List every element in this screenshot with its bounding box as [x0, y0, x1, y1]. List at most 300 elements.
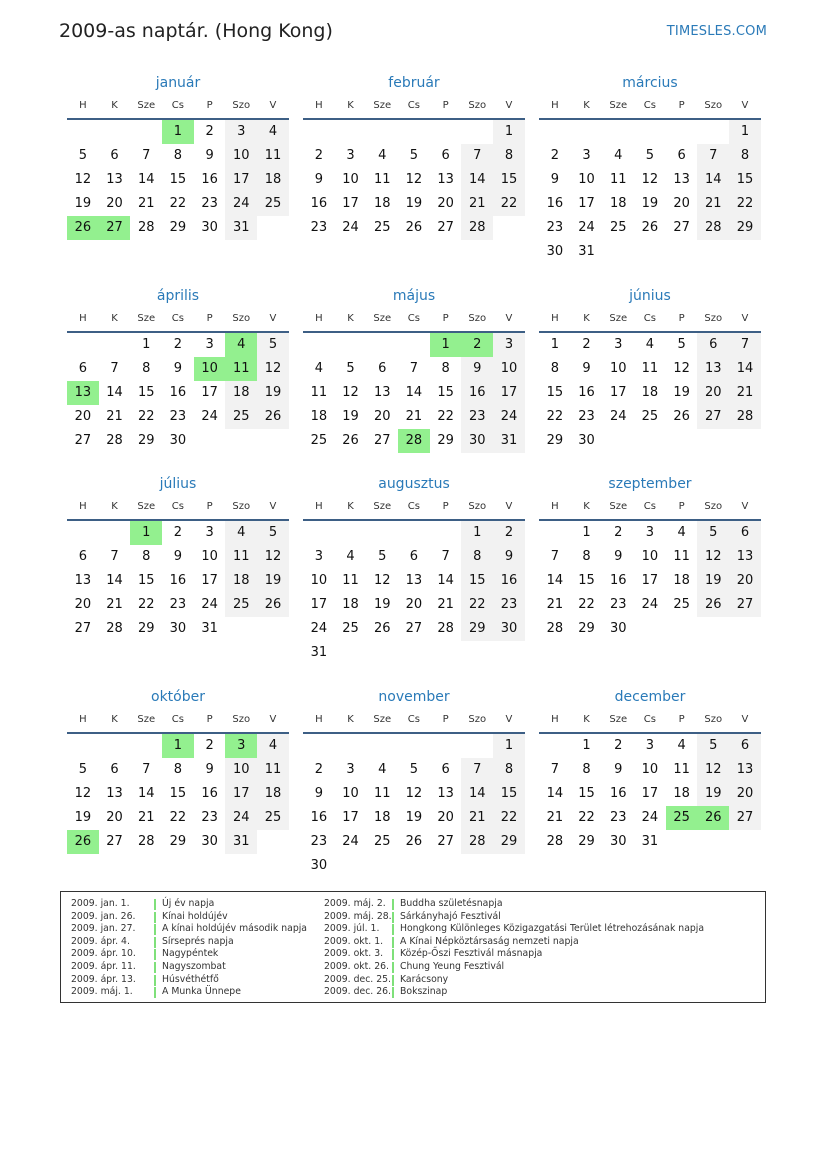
legend-marker	[392, 975, 394, 986]
day-grid	[539, 521, 761, 641]
day-cell: 14	[137, 172, 155, 187]
weekday-header	[67, 495, 289, 521]
day-cell: 12	[697, 758, 729, 782]
day-cell: 8	[142, 549, 151, 564]
legend-row	[71, 974, 307, 987]
weekday-label: Cs	[171, 313, 184, 324]
legend-row	[71, 986, 307, 999]
day-cell: 19	[405, 810, 423, 825]
day-cell: 7	[110, 549, 119, 564]
day-cell: 29	[493, 830, 525, 854]
day-cell: 15	[578, 786, 595, 801]
day-cell: 26	[342, 433, 359, 448]
day-cell: 19	[373, 597, 391, 612]
day-cell: 4	[257, 734, 289, 758]
day-cell: 9	[614, 549, 623, 564]
day-cell: 25	[225, 405, 257, 429]
day-cell: 22	[137, 409, 155, 424]
day-cell: 16	[310, 196, 328, 211]
day-cell: 29	[137, 621, 155, 636]
day-cell: 15	[137, 573, 155, 588]
day-cell: 23	[609, 597, 627, 612]
day-cell: 24	[641, 810, 659, 825]
day-cell: 11	[673, 549, 690, 564]
month-12	[539, 686, 761, 854]
day-cell: 10	[194, 357, 226, 381]
day-cell: 30	[201, 220, 218, 235]
day-cell: 12	[342, 385, 359, 400]
day-cell: 5	[697, 521, 729, 545]
weekday-label: H	[315, 313, 323, 324]
weekday-label: K	[111, 501, 118, 512]
day-cell: 21	[437, 597, 454, 612]
month-name: május	[392, 288, 436, 304]
day-cell: 17	[310, 597, 328, 612]
weekday-label: K	[347, 313, 354, 324]
empty-cell	[398, 333, 430, 357]
empty-cell	[398, 120, 430, 144]
day-cell: 27	[673, 220, 690, 235]
day-cell: 28	[729, 405, 761, 429]
weekday-header	[67, 307, 289, 333]
day-cell: 19	[342, 409, 359, 424]
day-cell: 12	[373, 573, 391, 588]
empty-cell	[398, 521, 430, 545]
weekday-label: Sze	[373, 313, 392, 324]
day-cell: 30	[578, 433, 595, 448]
day-grid	[539, 120, 761, 264]
day-cell: 23	[310, 220, 328, 235]
day-cell: 18	[257, 168, 289, 192]
day-cell: 16	[546, 196, 564, 211]
day-cell: 30	[609, 834, 627, 849]
day-cell: 22	[729, 192, 761, 216]
day-cell: 15	[493, 782, 525, 806]
day-cell: 12	[74, 172, 92, 187]
day-cell: 23	[493, 593, 525, 617]
day-cell: 24	[641, 597, 659, 612]
empty-cell	[67, 120, 99, 144]
day-cell: 10	[641, 549, 659, 564]
day-cell: 20	[373, 409, 391, 424]
weekday-label: P	[678, 714, 685, 725]
legend-row	[71, 936, 307, 949]
day-cell: 9	[173, 361, 183, 376]
legend-holiday-name: Nagyszombat	[162, 960, 226, 972]
day-cell: 6	[78, 549, 87, 564]
day-cell: 22	[493, 192, 525, 216]
day-cell: 27	[99, 216, 131, 240]
empty-cell	[666, 120, 698, 144]
day-cell: 24	[578, 220, 595, 235]
weekday-label: K	[583, 501, 590, 512]
day-cell: 13	[106, 786, 123, 801]
weekday-label: P	[206, 501, 213, 512]
day-cell: 8	[493, 758, 525, 782]
day-cell: 19	[257, 569, 289, 593]
day-cell: 14	[437, 573, 454, 588]
day-cell: 11	[373, 172, 391, 187]
day-cell: 23	[169, 409, 187, 424]
legend-marker	[154, 899, 156, 910]
day-cell: 22	[461, 593, 493, 617]
day-cell: 9	[550, 172, 559, 187]
weekday-label: Sze	[137, 313, 156, 324]
day-cell: 22	[546, 409, 564, 424]
day-cell: 3	[205, 525, 214, 540]
day-cell: 19	[257, 381, 289, 405]
weekday-header	[303, 94, 525, 120]
day-cell: 6	[110, 148, 119, 163]
legend-row	[324, 923, 704, 936]
day-cell: 26	[641, 220, 659, 235]
legend-date: 2009. dec. 26.	[324, 986, 391, 998]
day-cell: 21	[106, 409, 123, 424]
day-cell: 27	[437, 834, 454, 849]
day-cell: 7	[550, 762, 559, 777]
day-cell: 17	[641, 786, 659, 801]
day-cell: 1	[162, 120, 194, 144]
weekday-label: V	[269, 501, 277, 512]
weekday-label: V	[741, 501, 749, 512]
month-10	[67, 686, 289, 854]
day-cell: 18	[373, 196, 391, 211]
empty-cell	[571, 120, 603, 144]
day-cell: 21	[106, 597, 123, 612]
day-cell: 15	[461, 569, 493, 593]
day-cell: 21	[546, 810, 564, 825]
day-cell: 16	[169, 573, 187, 588]
legend-row	[71, 898, 307, 911]
empty-cell	[130, 120, 162, 144]
weekday-label: Sze	[137, 501, 156, 512]
legend-date: 2009. okt. 3.	[324, 948, 384, 960]
day-cell: 30	[461, 429, 493, 453]
day-cell: 23	[546, 220, 564, 235]
day-cell: 10	[342, 172, 359, 187]
brand-link[interactable]: TIMESLES.COM	[666, 24, 767, 39]
day-grid	[67, 734, 289, 854]
day-cell: 19	[641, 196, 659, 211]
weekday-label: V	[269, 313, 277, 324]
day-cell: 24	[201, 409, 218, 424]
day-cell: 10	[225, 758, 257, 782]
day-cell: 11	[257, 144, 289, 168]
day-cell: 25	[666, 806, 698, 830]
legend-row	[71, 961, 307, 974]
legend-date: 2009. ápr. 11.	[71, 960, 136, 972]
day-cell: 11	[225, 357, 257, 381]
weekday-label: P	[442, 714, 449, 725]
day-cell: 25	[342, 621, 359, 636]
day-cell: 1	[430, 333, 462, 357]
day-cell: 20	[106, 810, 123, 825]
day-cell: 21	[461, 806, 493, 830]
day-cell: 4	[314, 361, 323, 376]
weekday-header	[67, 708, 289, 734]
weekday-label: Sze	[137, 714, 156, 725]
day-grid	[303, 333, 525, 453]
empty-cell	[99, 734, 131, 758]
day-grid	[303, 120, 525, 240]
empty-cell	[303, 734, 335, 758]
day-cell: 13	[106, 172, 123, 187]
weekday-label: Cs	[171, 100, 184, 111]
legend-holiday-name: Nagypéntek	[162, 948, 219, 960]
day-cell: 23	[201, 810, 218, 825]
day-cell: 18	[310, 409, 328, 424]
day-cell: 27	[729, 593, 761, 617]
day-cell: 12	[405, 172, 423, 187]
day-cell: 12	[74, 786, 92, 801]
day-cell: 20	[437, 196, 454, 211]
weekday-header	[539, 307, 761, 333]
day-cell: 8	[142, 361, 151, 376]
day-cell: 1	[582, 525, 591, 540]
weekday-label: Cs	[407, 100, 420, 111]
day-cell: 2	[205, 738, 214, 753]
empty-cell	[303, 120, 335, 144]
weekday-label: Szo	[468, 714, 487, 725]
day-cell: 29	[169, 220, 187, 235]
day-cell: 4	[225, 333, 257, 357]
legend-holiday-name: Kínai holdújév	[162, 910, 228, 922]
day-cell: 28	[437, 621, 454, 636]
day-cell: 25	[257, 192, 289, 216]
day-cell: 14	[106, 385, 123, 400]
empty-cell	[67, 333, 99, 357]
empty-cell	[335, 120, 367, 144]
weekday-label: Szo	[232, 313, 251, 324]
month-4	[67, 285, 289, 453]
day-cell: 18	[373, 810, 391, 825]
day-cell: 29	[729, 216, 761, 240]
day-cell: 25	[225, 593, 257, 617]
day-cell: 1	[142, 337, 151, 352]
day-cell: 24	[310, 621, 328, 636]
day-cell: 15	[546, 385, 564, 400]
day-cell: 1	[162, 734, 194, 758]
legend-holiday-name: Közép-Őszi Fesztivál másnapja	[400, 948, 543, 960]
weekday-header	[303, 495, 525, 521]
day-cell: 27	[697, 405, 729, 429]
day-cell: 18	[225, 381, 257, 405]
day-cell: 12	[697, 545, 729, 569]
legend-marker	[154, 975, 156, 986]
day-cell: 17	[342, 196, 359, 211]
month-11	[303, 686, 525, 878]
day-cell: 5	[409, 148, 419, 163]
weekday-header	[539, 495, 761, 521]
day-cell: 18	[225, 569, 257, 593]
day-cell: 10	[641, 762, 659, 777]
legend-marker	[392, 949, 394, 960]
day-cell: 24	[493, 405, 525, 429]
day-cell: 10	[225, 144, 257, 168]
day-cell: 2	[614, 738, 623, 753]
month-name: augusztus	[378, 476, 450, 492]
empty-cell	[539, 521, 571, 545]
day-cell: 26	[373, 621, 391, 636]
day-cell: 13	[729, 545, 761, 569]
day-cell: 13	[437, 172, 454, 187]
day-cell: 14	[729, 357, 761, 381]
legend-holiday-name: Húsvéthétfő	[162, 973, 219, 985]
day-grid	[67, 120, 289, 240]
day-cell: 28	[461, 216, 493, 240]
month-name: január	[155, 75, 201, 91]
day-cell: 15	[169, 172, 187, 187]
day-cell: 3	[493, 333, 525, 357]
legend-marker	[154, 962, 156, 973]
empty-cell	[634, 120, 666, 144]
month-name: november	[378, 689, 450, 705]
legend-row	[324, 948, 704, 961]
month-3	[539, 72, 761, 264]
legend-holiday-name: Új év napja	[162, 898, 215, 909]
day-cell: 16	[310, 810, 328, 825]
day-cell: 5	[257, 521, 289, 545]
day-cell: 1	[493, 120, 525, 144]
day-cell: 8	[461, 545, 493, 569]
day-cell: 31	[201, 621, 218, 636]
day-cell: 24	[201, 597, 218, 612]
day-cell: 30	[310, 858, 328, 873]
day-cell: 13	[373, 385, 391, 400]
day-cell: 11	[342, 573, 359, 588]
day-cell: 24	[342, 220, 359, 235]
empty-cell	[430, 521, 462, 545]
day-cell: 10	[310, 573, 328, 588]
legend-marker	[392, 912, 394, 923]
day-grid	[539, 734, 761, 854]
legend-row	[324, 974, 704, 987]
empty-cell	[366, 734, 398, 758]
day-cell: 29	[578, 834, 595, 849]
day-cell: 29	[437, 433, 454, 448]
day-cell: 24	[225, 806, 257, 830]
empty-cell	[430, 734, 462, 758]
legend-marker	[154, 987, 156, 998]
day-cell: 18	[257, 782, 289, 806]
weekday-label: H	[79, 714, 87, 725]
empty-cell	[99, 120, 131, 144]
day-cell: 4	[378, 148, 387, 163]
day-cell: 7	[550, 549, 559, 564]
day-cell: 28	[137, 220, 155, 235]
legend-row	[324, 911, 704, 924]
day-cell: 31	[310, 645, 328, 660]
weekday-label: Szo	[468, 501, 487, 512]
month-name: február	[388, 75, 440, 91]
day-cell: 22	[578, 597, 595, 612]
legend-date: 2009. júl. 1.	[324, 923, 380, 935]
day-cell: 29	[137, 433, 155, 448]
day-cell: 15	[493, 168, 525, 192]
day-cell: 25	[310, 433, 328, 448]
day-cell: 8	[441, 361, 450, 376]
day-cell: 7	[142, 148, 151, 163]
day-cell: 10	[578, 172, 595, 187]
day-cell: 20	[405, 597, 423, 612]
weekday-label: Cs	[643, 313, 656, 324]
day-cell: 11	[673, 762, 690, 777]
day-cell: 9	[205, 762, 214, 777]
day-cell: 3	[346, 762, 355, 777]
day-cell: 10	[609, 361, 627, 376]
month-8	[303, 473, 525, 665]
day-cell: 12	[641, 172, 659, 187]
empty-cell	[303, 333, 335, 357]
day-cell: 18	[641, 385, 659, 400]
empty-cell	[398, 734, 430, 758]
legend-date: 2009. máj. 28.	[324, 910, 392, 922]
day-cell: 27	[74, 621, 92, 636]
weekday-label: V	[505, 100, 513, 111]
day-cell: 30	[546, 244, 564, 259]
weekday-label: Cs	[171, 501, 184, 512]
day-cell: 6	[729, 734, 761, 758]
day-cell: 20	[106, 196, 123, 211]
day-cell: 11	[257, 758, 289, 782]
day-cell: 17	[201, 385, 218, 400]
legend-holiday-name: Sárkányhajó Fesztivál	[400, 910, 501, 922]
empty-cell	[461, 734, 493, 758]
day-cell: 26	[697, 593, 729, 617]
legend-date: 2009. okt. 1.	[324, 935, 384, 947]
day-cell: 6	[697, 333, 729, 357]
empty-cell	[366, 521, 398, 545]
day-cell: 17	[641, 573, 659, 588]
month-name: december	[614, 689, 686, 705]
weekday-label: V	[269, 100, 277, 111]
day-cell: 21	[697, 192, 729, 216]
day-cell: 1	[582, 738, 591, 753]
day-cell: 18	[673, 786, 690, 801]
day-cell: 10	[493, 357, 525, 381]
day-cell: 25	[373, 220, 391, 235]
day-cell: 3	[205, 337, 214, 352]
weekday-label: Cs	[407, 313, 420, 324]
empty-cell	[130, 734, 162, 758]
empty-cell	[335, 734, 367, 758]
day-cell: 9	[205, 148, 214, 163]
day-cell: 22	[169, 196, 187, 211]
day-cell: 14	[697, 168, 729, 192]
day-cell: 20	[74, 597, 92, 612]
legend-row	[71, 911, 307, 924]
day-cell: 17	[609, 385, 627, 400]
weekday-label: V	[505, 501, 513, 512]
day-cell: 4	[677, 738, 686, 753]
legend-holiday-name: Hongkong Különleges Közigazgatási Terület létrehozásának napja	[400, 923, 705, 935]
weekday-label: Sze	[373, 501, 392, 512]
day-cell: 13	[67, 381, 99, 405]
weekday-label: H	[551, 714, 559, 725]
legend-date: 2009. jan. 1.	[71, 898, 130, 909]
day-cell: 8	[582, 762, 591, 777]
day-cell: 30	[201, 834, 218, 849]
legend-holiday-name: Chung Yeung Fesztivál	[400, 960, 505, 972]
day-cell: 2	[205, 124, 214, 139]
day-cell: 9	[493, 545, 525, 569]
legend-column-left	[71, 898, 307, 999]
day-cell: 16	[169, 385, 187, 400]
day-cell: 3	[645, 525, 655, 540]
day-cell: 27	[74, 433, 92, 448]
weekday-label: Sze	[373, 100, 392, 111]
day-cell: 12	[405, 786, 423, 801]
